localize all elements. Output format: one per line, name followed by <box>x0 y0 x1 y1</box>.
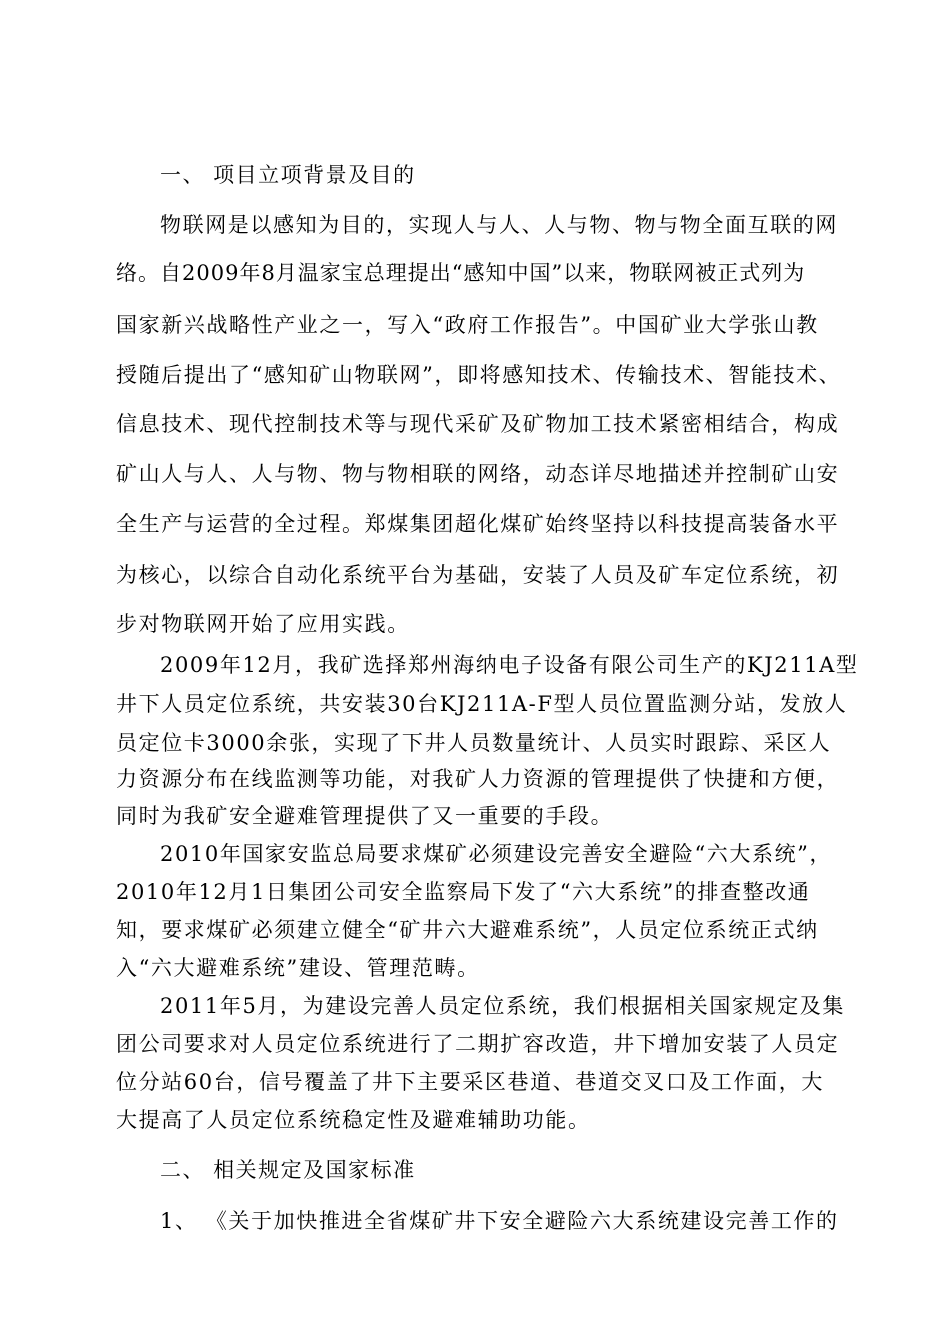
p2-line-4: 力资源分布在线监测等功能，对我矿人力资源的管理提供了快捷和方便， <box>116 767 840 791</box>
p4-line-2: 团公司要求对人员定位系统进行了二期扩容改造，井下增加安装了人员定 <box>116 1032 840 1056</box>
p3-line-4: 入“六大避难系统”建设、管理范畴。 <box>116 956 480 980</box>
p1-line-7: 全生产与运营的全过程。郑煤集团超化煤矿始终坚持以科技提高装备水平 <box>116 512 840 536</box>
p2-line-2: 井下人员定位系统，共安装30台KJ211A-F型人员位置监测分站，发放人 <box>116 692 848 716</box>
p1-line-1: 物联网是以感知为目的，实现人与人、人与物、物与物全面互联的网 <box>160 213 838 237</box>
p2-line-3: 员定位卡3000余张，实现了下井人员数量统计、人员实时跟踪、采区人 <box>116 731 832 755</box>
p1-line-4: 授随后提出了“感知矿山物联网”，即将感知技术、传输技术、智能技术、 <box>116 363 842 387</box>
p4-line-4: 大提高了人员定位系统稳定性及避难辅助功能。 <box>116 1108 591 1132</box>
p1-line-8: 为核心，以综合自动化系统平台为基础，安装了人员及矿车定位系统，初 <box>116 563 840 587</box>
p1-line-6: 矿山人与人、人与物、物与物相联的网络，动态详尽地描述并控制矿山安 <box>116 462 840 486</box>
p2-line-5: 同时为我矿安全避难管理提供了又一重要的手段。 <box>116 804 614 828</box>
section-2-item-1: 1、 《关于加快推进全省煤矿井下安全避险六大系统建设完善工作的 <box>160 1209 839 1233</box>
p4-line-3: 位分站60台，信号覆盖了井下主要采区巷道、巷道交叉口及工作面，大 <box>116 1070 824 1094</box>
p4-line-1: 2011年5月，为建设完善人员定位系统，我们根据相关国家规定及集 <box>160 994 846 1018</box>
section-1-heading: 一、 项目立项背景及目的 <box>160 163 416 187</box>
p1-line-5: 信息技术、现代控制技术等与现代采矿及矿物加工技术紧密相结合，构成 <box>116 412 840 436</box>
p2-line-1: 2009年12月，我矿选择郑州海纳电子设备有限公司生产的KJ211A型 <box>160 653 859 677</box>
p1-line-2: 络。自2009年8月温家宝总理提出“感知中国”以来，物联网被正式列为 <box>116 261 806 285</box>
p3-line-1: 2010年国家安监总局要求煤矿必须建设完善安全避险“六大系统”， <box>160 842 833 866</box>
p3-line-2: 2010年12月1日集团公司安全监察局下发了“六大系统”的排查整改通 <box>116 880 811 904</box>
section-2-heading: 二、 相关规定及国家标准 <box>160 1158 416 1182</box>
p1-line-3: 国家新兴战略性产业之一，写入“政府工作报告”。中国矿业大学张山教 <box>116 313 819 337</box>
p1-line-9: 步对物联网开始了应用实践。 <box>116 612 410 636</box>
p3-line-3: 知，要求煤矿必须建立健全“矿井六大避难系统”，人员定位系统正式纳 <box>116 918 819 942</box>
